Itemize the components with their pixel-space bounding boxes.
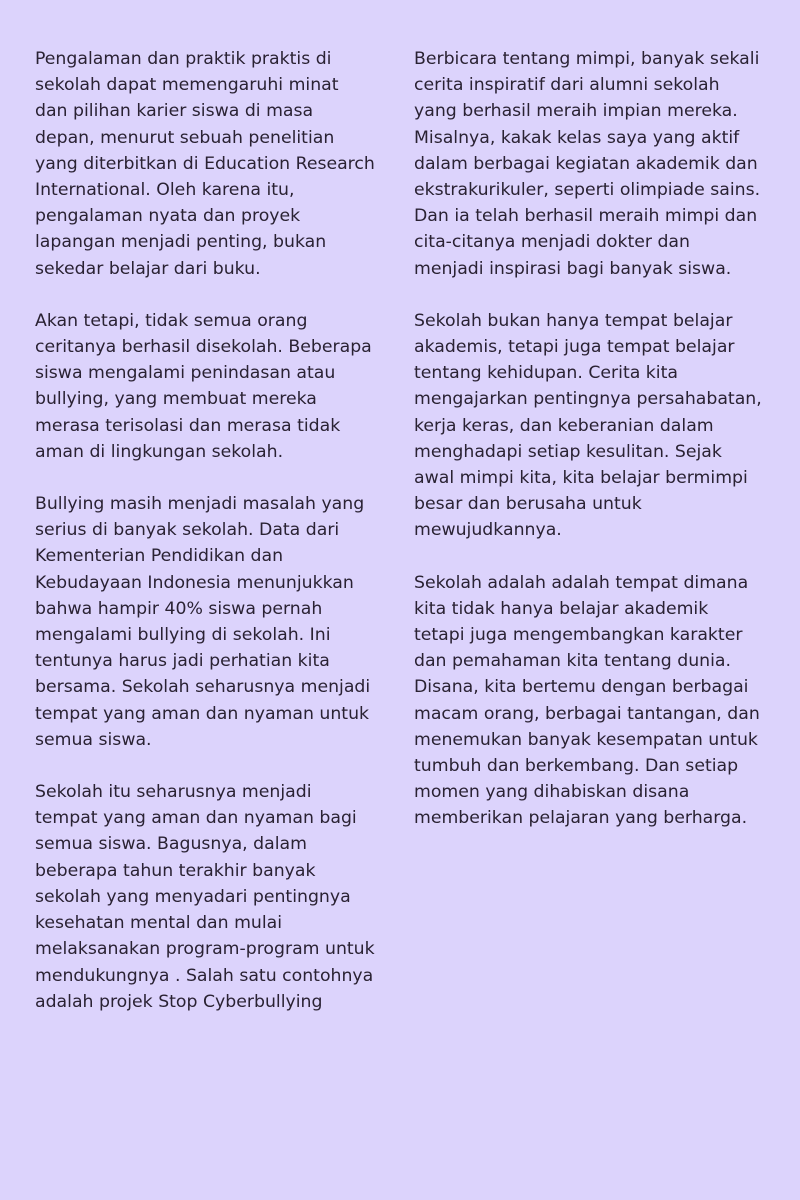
left-column bbox=[35, 46, 375, 1041]
paragraph-sekolah-aman: Sekolah itu seharusnya menjadi tempat yang aman dan nyaman bagi semua siswa. Bagusnya, dalam beberapa tahun terakhir banyak sekolah yang menyadari pentingnya kesehatan mental dan mulai melaksanakan program-program untuk mendukungnya . Salah satu contohnya adalah projek Stop Cyberbullying bbox=[35, 782, 375, 1012]
paragraph-bullying: Bullying masih menjadi masalah yang serius di banyak sekolah. Data dari Kementerian Pendidikan dan Kebudayaan Indonesia menunjukkan bahwa hampir 40% siswa pernah mengalami bullying di sekolah. Ini tentunya harus jadi perhatian kita bersama. Sekolah seharusnya menjadi tempat yang aman dan nyaman untuk semua siswa. bbox=[35, 494, 371, 750]
right-column bbox=[414, 46, 764, 858]
paragraph-pengalaman: Pengalaman dan praktik praktis di sekolah dapat memengaruhi minat dan pilihan karier siswa di masa depan, menurut sebuah penelitian yang diterbitkan di Education Research International. Oleh karena itu, pengalaman nyata dan proyek lapangan menjadi penting, bukan sekedar belajar dari buku. bbox=[35, 49, 375, 279]
paragraph-akan-tetapi: Akan tetapi, tidak semua orang ceritanya berhasil disekolah. Beberapa siswa mengalami penindasan atau bullying, yang membuat mereka merasa terisolasi dan merasa tidak aman di lingkungan sekolah. bbox=[35, 310, 372, 462]
paragraph-karakter: Sekolah adalah adalah tempat dimana kita tidak hanya belajar akademik tetapi juga mengembangkan karakter dan pemahaman kita tentang dunia. Disana, kita bertemu dengan berbagai macam orang, berbagai tantangan, dan menemukan banyak kesempatan untuk tumbuh dan berkembang. Dan setiap momen yang dihabiskan disana memberikan pelajaran yang berharga. bbox=[414, 572, 760, 829]
paragraph-kehidupan: Sekolah bukan hanya tempat belajar akademis, tetapi juga tempat belajar tentang kehidupan. Cerita kita mengajarkan pentingnya persahabatan, kerja keras, dan keberanian dalam menghadapi setiap kesulitan. Sejak awal mimpi kita, kita belajar bermimpi besar dan berusaha untuk mewujudkannya. bbox=[414, 310, 762, 541]
paragraph-mimpi: Berbicara tentang mimpi, banyak sekali cerita inspiratif dari alumni sekolah yang berhasil meraih impian mereka. Misalnya, kakak kelas saya yang aktif dalam berbagai kegiatan akademik dan ekstrakurikuler, seperti olimpiade sains. Dan ia telah berhasil meraih mimpi dan cita-citanya menjadi dokter dan menjadi inspirasi bagi banyak siswa. bbox=[414, 49, 761, 279]
